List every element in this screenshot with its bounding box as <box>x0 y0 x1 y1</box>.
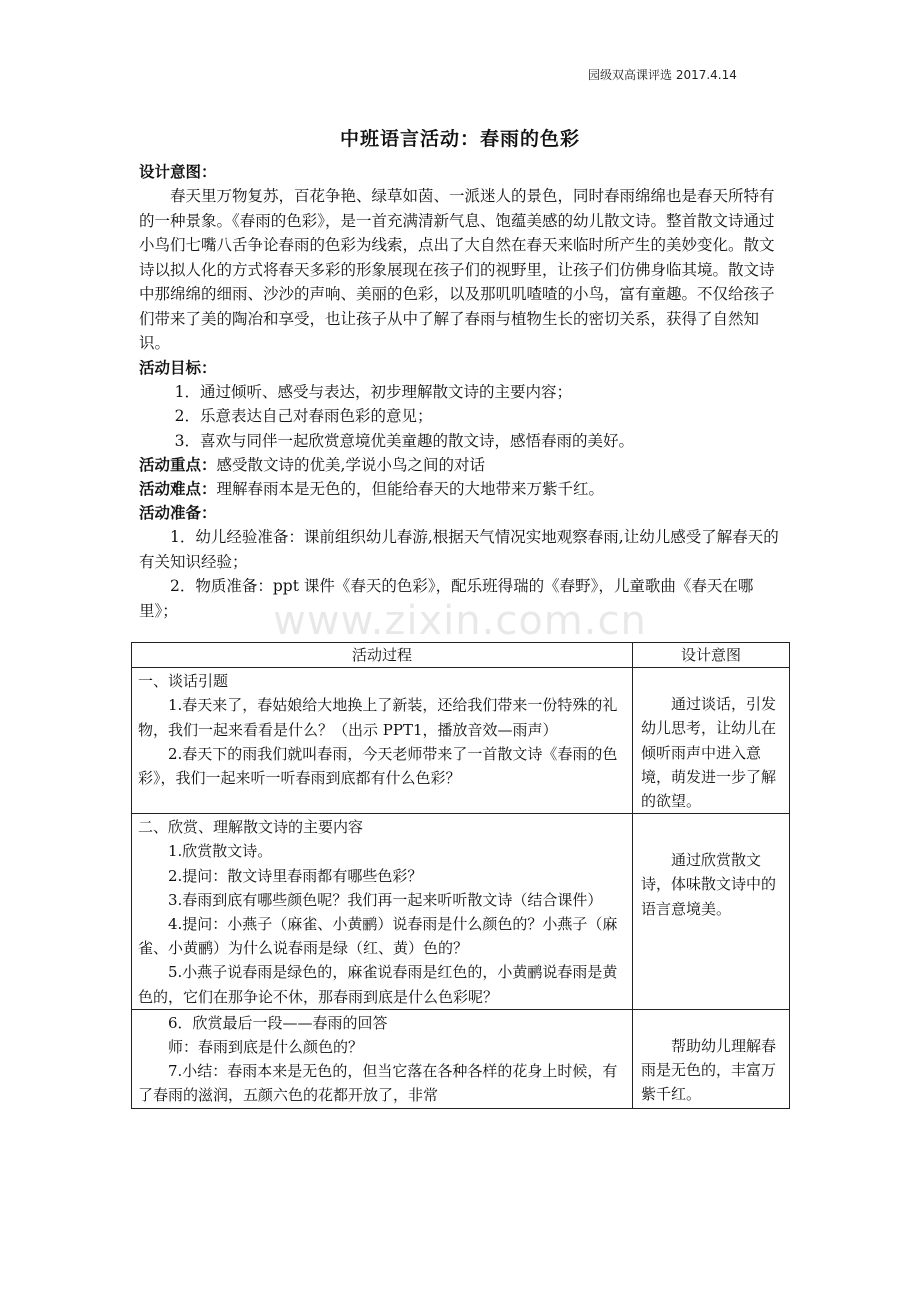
difficulty-text: 理解春雨本是无色的，但能给春天的大地带来万紫千红。 <box>216 480 605 498</box>
design-intent-heading: 设计意图： <box>139 163 217 181</box>
key-point-text: 感受散文诗的优美,学说小鸟之间的对话 <box>216 456 485 474</box>
intent-text: 通过谈话，引发幼儿思考，让幼儿在倾听雨声中进入意境，萌发进一步了解的欲望。 <box>641 695 777 811</box>
difficulty <box>139 477 789 501</box>
table-row <box>132 814 790 1010</box>
watermark: www.zixin.com.cn <box>273 598 647 644</box>
key-point <box>139 453 789 477</box>
step-heading: 二、欣赏、理解散文诗的主要内容 <box>138 818 364 837</box>
header-note: 园级双高课评选 2017.4.14 <box>588 68 737 82</box>
process-cell <box>132 814 633 1010</box>
step-item: 7.小结：春雨本来是无色的，但当它落在各种各样的花身上时候，有了春雨的滋润，五颜六色的花都开放了，非常 <box>138 1062 618 1105</box>
preparation-item: 1．幼儿经验准备：课前组织幼儿春游,根据天气情况实地观察春雨,让幼儿感受了解春天的有关知识经验； <box>139 528 779 571</box>
process-cell <box>132 668 633 814</box>
design-intent-text: 春天里万物复苏，百花争艳、绿草如茵、一派迷人的景色，同时春雨绵绵也是春天所特有的一种景象。《春雨的色彩》，是一首充满清新气息、饱蕴美感的幼儿散文诗。整首散文诗通过小鸟们七嘴八舌争论春雨的色彩为线索，点出了大自然在春天来临时所产生的美妙变化。散文诗以拟人化的方式将春天多彩的形象展现在孩子们的视野里，让孩子们仿佛身临其境。散文诗中那绵绵的细雨、沙沙的声响、美丽的色彩，以及那叽叽喳喳的小鸟，富有童趣。不仅给孩子们带来了美的陶冶和享受，也让孩子从中了解了春雨与植物生长的密切关系，获得了自然知识。 <box>139 187 775 352</box>
step-item: 2.提问：散文诗里春雨都有哪些色彩？ <box>168 866 423 885</box>
step-item: 师：春雨到底是什么颜色的？ <box>168 1038 364 1057</box>
page-title: 中班语言活动：春雨的色彩 <box>339 128 580 150</box>
table-row <box>132 668 790 814</box>
goal-item: 2．乐意表达自己对春雨色彩的意见； <box>174 407 433 425</box>
intent-text: 通过欣赏散文诗，体味散文诗中的语言意境美。 <box>641 851 777 918</box>
step-item: 2.春天下的雨我们就叫春雨，今天老师带来了一首散文诗《春雨的色彩》，我们一起来听一听春雨到底都有什么色彩？ <box>138 744 618 788</box>
key-point-label: 活动重点： <box>139 456 217 474</box>
activity-process-table <box>131 642 790 1109</box>
process-cell <box>132 1009 633 1108</box>
step-item: 1.春天来了，春姑娘给大地换上了新装，还给我们带来一份特殊的礼物，我们一起来看看是什么？（出示 PPT1，播放音效—雨声） <box>138 696 618 739</box>
step-item: 4.提问：小燕子（麻雀、小黄鹂）说春雨是什么颜色的？小燕子（麻雀、小黄鹂）为什么说春雨是绿（红、黄）色的？ <box>138 915 618 958</box>
preparation-item: 2．物质准备：ppt 课件《春天的色彩》，配乐班得瑞的《春野》，儿童歌曲《春天在哪里》； <box>139 577 754 620</box>
table-header-row <box>132 643 790 668</box>
intent-cell <box>633 668 790 814</box>
intent-cell <box>633 814 790 1010</box>
column-header-process: 活动过程 <box>132 643 633 668</box>
column-header-intent: 设计意图 <box>633 643 790 668</box>
difficulty-label: 活动难点： <box>139 480 217 498</box>
step-heading: 一、谈话引题 <box>138 672 229 691</box>
step-item: 5.小燕子说春雨是绿色的，麻雀说春雨是红色的，小黄鹂说春雨是黄色的，它们在那争论不休，那春雨到底是什么色彩呢？ <box>138 963 618 1006</box>
step-item: 3.春雨到底有哪些颜色呢？我们再一起来听听散文诗（结合课件） <box>168 890 603 909</box>
intent-cell <box>633 1009 790 1108</box>
document-body <box>139 160 789 623</box>
table-row <box>132 1009 790 1108</box>
goal-item: 1．通过倾听、感受与表达，初步理解散文诗的主要内容； <box>174 382 573 401</box>
intent-text: 帮助幼儿理解春雨是无色的，丰富万紫千红。 <box>641 1036 777 1104</box>
step-item: 6．欣赏最后一段——春雨的回答 <box>168 1013 388 1032</box>
goal-item: 3．喜欢与同伴一起欣赏意境优美童趣的散文诗，感悟春雨的美好。 <box>174 431 635 450</box>
step-item: 1.欣赏散文诗。 <box>168 842 273 861</box>
goals-heading: 活动目标： <box>139 358 217 377</box>
preparation-heading: 活动准备： <box>139 504 217 522</box>
